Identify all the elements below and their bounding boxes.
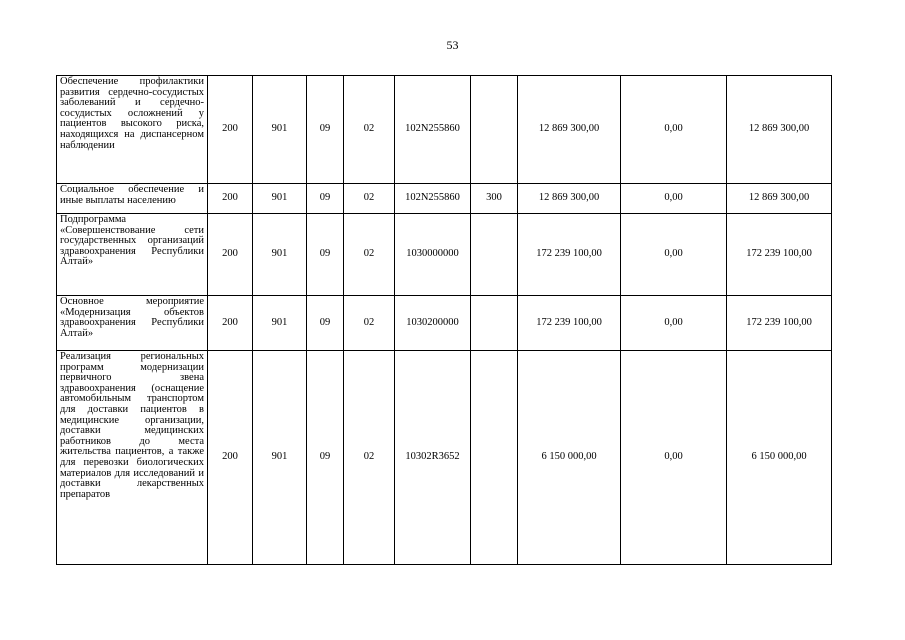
table-row [57,76,832,184]
row-col4: 09 [307,76,344,184]
row-col4: 09 [307,296,344,351]
row-col5: 02 [344,184,395,214]
row-amount1: 12 869 300,00 [518,76,621,184]
row-col2: 200 [208,76,253,184]
row-col3: 901 [253,214,307,296]
row-type: 300 [471,184,518,214]
row-amount2: 0,00 [621,351,727,565]
table-row [57,214,832,296]
row-description: Основное мероприятие «Модернизация объектов здравоохранения Республики Алтай» [57,296,208,351]
row-col2: 200 [208,296,253,351]
row-amount2: 0,00 [621,184,727,214]
row-col3: 901 [253,184,307,214]
budget-table [56,75,832,565]
row-col4: 09 [307,184,344,214]
row-amount2: 0,00 [621,296,727,351]
row-type [471,296,518,351]
row-code: 1030000000 [395,214,471,296]
row-amount1: 172 239 100,00 [518,296,621,351]
row-code: 1030200000 [395,296,471,351]
row-amount2: 0,00 [621,214,727,296]
row-col5: 02 [344,214,395,296]
row-amount3: 6 150 000,00 [727,351,832,565]
row-description: Обеспечение профилактики развития сердечно-сосудистых заболеваний и сердечно-сосудистых осложнений у пациентов высокого риска, находящихся на диспансерном наблюдении [57,76,208,184]
row-code: 102N255860 [395,184,471,214]
page-number: 53 [446,38,459,52]
row-amount1: 172 239 100,00 [518,214,621,296]
row-amount1: 12 869 300,00 [518,184,621,214]
row-description: Реализация региональных программ модернизации первичного звена здравоохранения (оснащение автомобильным транспортом для доставки пациентов в медицинские организации, доставки медицинских работников до места жительства пациентов, а также для перевозки биологических материалов для исследований и доставки лекарственных препаратов [57,351,208,565]
table-row [57,184,832,214]
row-code: 10302R3652 [395,351,471,565]
row-col2: 200 [208,214,253,296]
row-col5: 02 [344,351,395,565]
row-col5: 02 [344,296,395,351]
table-row [57,296,832,351]
row-type [471,76,518,184]
row-amount3: 12 869 300,00 [727,76,832,184]
row-col5: 02 [344,76,395,184]
row-col3: 901 [253,76,307,184]
row-type [471,351,518,565]
row-col2: 200 [208,184,253,214]
row-col3: 901 [253,296,307,351]
row-col2: 200 [208,351,253,565]
row-col4: 09 [307,351,344,565]
row-description: Социальное обеспечение и иные выплаты населению [57,184,208,214]
row-amount3: 172 239 100,00 [727,214,832,296]
row-amount1: 6 150 000,00 [518,351,621,565]
row-amount2: 0,00 [621,76,727,184]
row-description: Подпрограмма «Совершенствование сети государственных организаций здравоохранения Республики Алтай» [57,214,208,296]
row-type [471,214,518,296]
row-code: 102N255860 [395,76,471,184]
row-amount3: 12 869 300,00 [727,184,832,214]
row-amount3: 172 239 100,00 [727,296,832,351]
table-row [57,351,832,565]
row-col4: 09 [307,214,344,296]
row-col3: 901 [253,351,307,565]
